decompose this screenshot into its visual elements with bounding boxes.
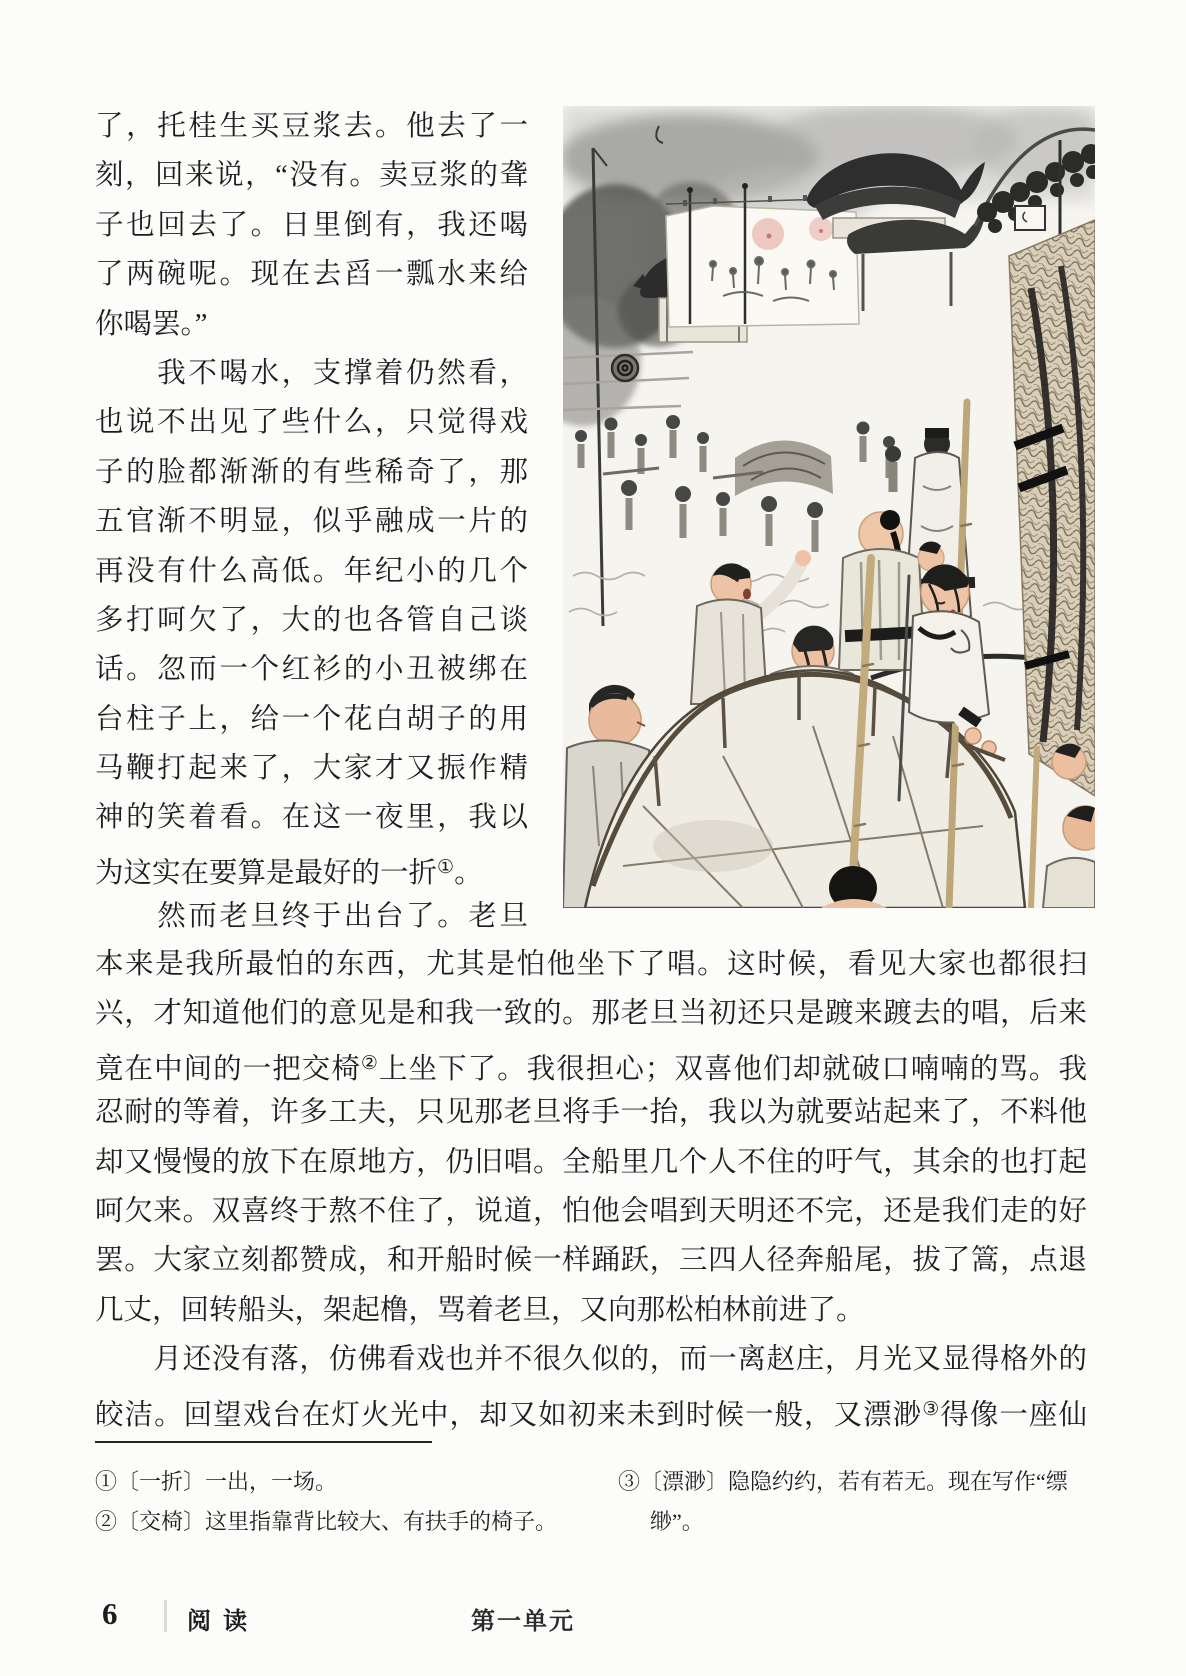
text-line: 兴，才知道他们的意见是和我一致的。那老旦当初还只是踱来踱去的唱，后来	[95, 998, 1087, 1030]
footnotes-right	[618, 1462, 1098, 1542]
text-line: 几丈，回转船头，架起橹，骂着老旦，又向那松柏林前进了。	[95, 1294, 865, 1326]
text-line: 我不喝水，支撑着仍然看，	[95, 357, 528, 389]
text-line: 话。忽而一个红衫的小丑被绑在	[95, 654, 528, 686]
text-line: 月还没有落，仿佛看戏也并不很久似的，而一离赵庄，月光又显得格外的	[95, 1344, 1087, 1376]
text-line: 罢。大家立刻都赞成，和开船时候一样踊跃，三四人径奔船尾，拔了篙，点退	[95, 1245, 1087, 1277]
text-line: 也说不出见了些什么，只觉得戏	[95, 407, 528, 439]
text-line: 多打呵欠了，大的也各管自己谈	[95, 604, 528, 636]
text-line: 竟在中间的一把交椅②上坐下了。我很担心；双喜他们却就破口喃喃的骂。我	[95, 1052, 1087, 1085]
text-line: 了两碗呢。现在去舀一瓢水来给	[95, 259, 528, 291]
text-line: 子的脸都渐渐的有些稀奇了，那	[95, 456, 528, 488]
text-line: 子也回去了。日里倒有，我还喝	[95, 209, 528, 241]
footnote-line: ②〔交椅〕这里指靠背比较大、有扶手的椅子。	[95, 1509, 558, 1534]
footnote-marker: ③	[922, 1398, 941, 1420]
footnote-divider	[95, 1441, 432, 1443]
footer-divider-bar	[164, 1600, 167, 1632]
unit-label: 第一单元	[471, 1608, 575, 1635]
text-line: 再没有什么高低。年纪小的几个	[95, 555, 528, 587]
footnote-marker: ①	[437, 856, 455, 878]
text-line: 台柱子上，给一个花白胡子的用	[95, 703, 528, 735]
page-footer	[0, 1596, 1186, 1640]
text-line: 你喝罢。”	[95, 308, 208, 340]
text-line: 五官渐不明显，似乎融成一片的	[95, 506, 528, 538]
text-line: 皎洁。回望戏台在灯火光中，却又如初来未到时候一般，又漂渺③得像一座仙	[95, 1398, 1087, 1431]
text-line: 然而老旦终于出台了。老旦	[95, 901, 528, 933]
full-width-text	[95, 940, 1087, 1434]
footnote-marker: ②	[360, 1052, 379, 1074]
left-text-column	[95, 102, 528, 942]
text-line: 刻，回来说，“没有。卖豆浆的聋	[95, 160, 528, 192]
illustration-container	[563, 106, 1095, 908]
text-line: 神的笑着看。在这一夜里，我以	[95, 802, 528, 834]
text-line: 本来是我所最怕的东西，尤其是怕他坐下了唱。这时候，看见大家也都很扫	[95, 949, 1087, 980]
footnote-line: ③〔漂渺〕隐隐约约，若有若无。现在写作“缥	[618, 1469, 1068, 1494]
page-number: 6	[102, 1596, 118, 1631]
text-line: 呵欠来。双喜终于熬不住了，说道，怕他会唱到天明还不完，还是我们走的好	[95, 1195, 1087, 1227]
text-line: 马鞭打起来了，大家才又振作精	[95, 753, 528, 785]
footnote-line: ①〔一折〕一出，一场。	[95, 1469, 338, 1494]
footnote-line: 缈”。	[650, 1509, 704, 1534]
text-line: 为这实在要算是最好的一折①。	[95, 856, 483, 889]
village-opera-illustration	[563, 106, 1095, 908]
text-line: 却又慢慢的放下在原地方，仍旧唱。全船里几个人不住的吁气，其余的也打起	[95, 1146, 1087, 1178]
footnotes-left	[95, 1462, 565, 1542]
text-line: 了，托桂生买豆浆去。他去了一	[95, 111, 528, 142]
section-label: 阅读	[187, 1608, 259, 1635]
text-line: 忍耐的等着，许多工夫，只见那老旦将手一抬，我以为就要站起来了，不料他	[95, 1097, 1087, 1129]
